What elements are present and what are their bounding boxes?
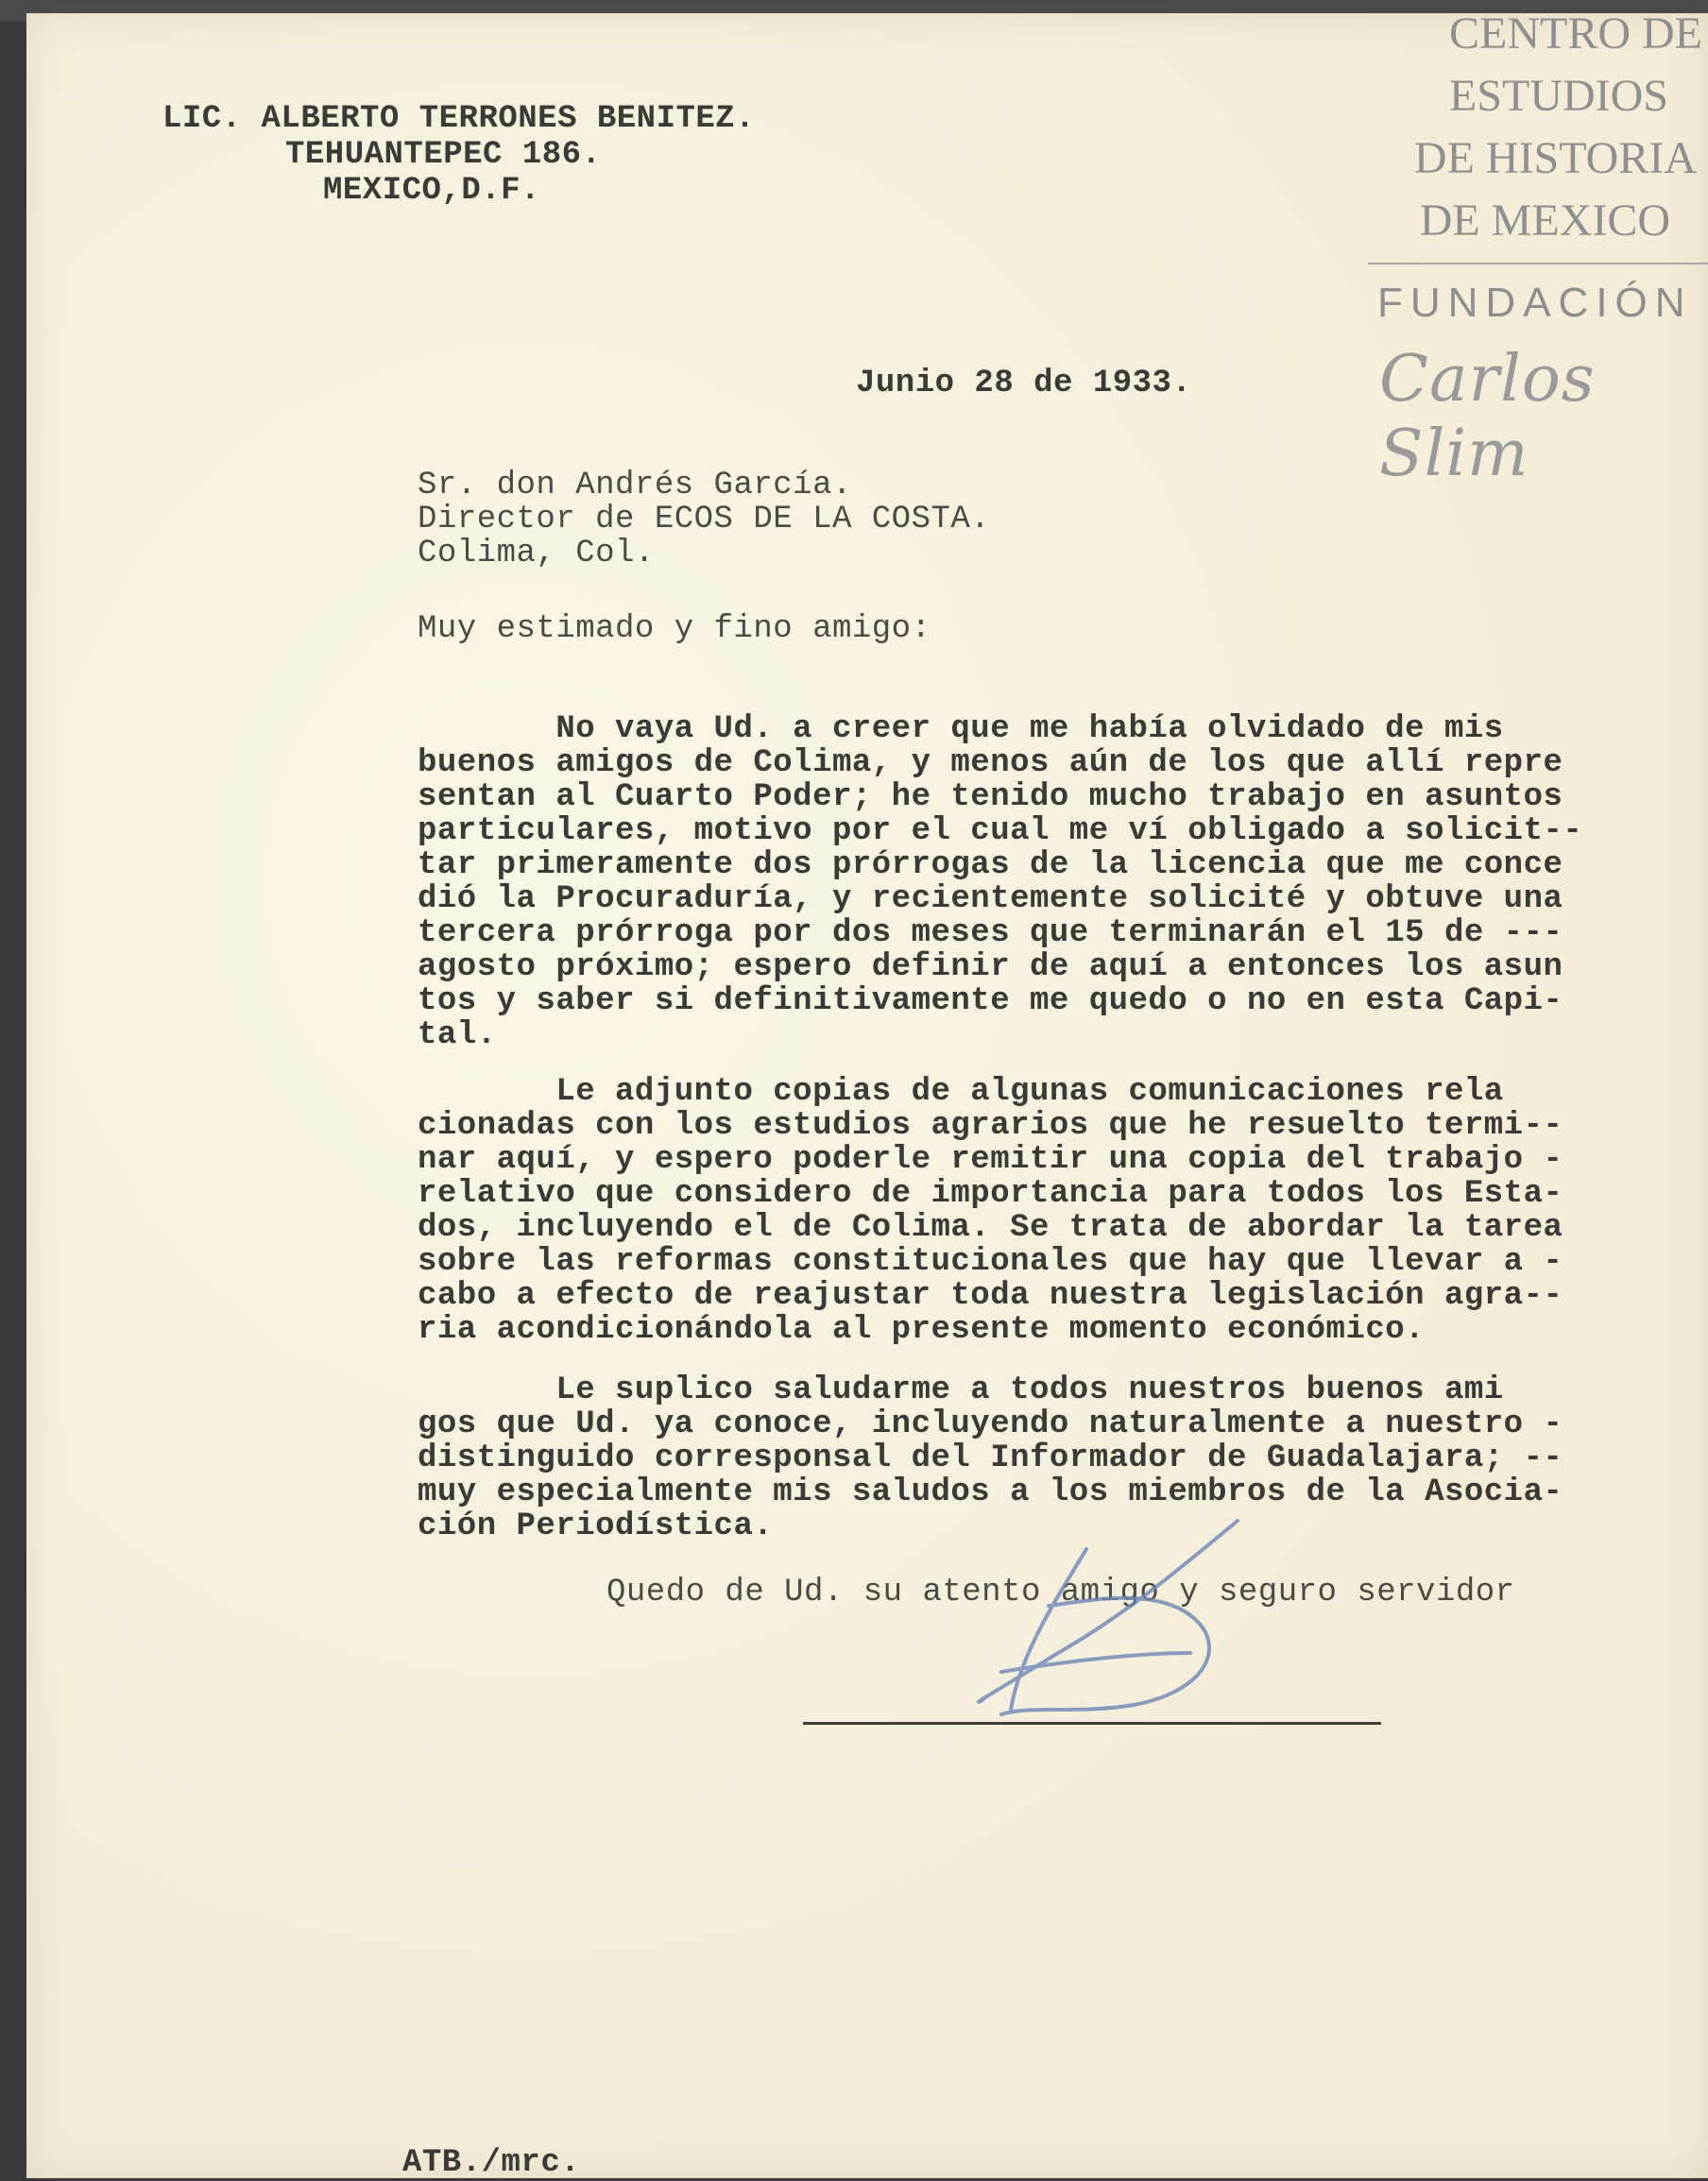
paragraph-line: dos, incluyendo el de Colima. Se trata de abordar la tarea [418,1210,1563,1246]
letter-date: Junio 28 de 1933. [856,366,1192,401]
paragraph-line: Le suplico saludarme a todos nuestros buenos ami [418,1372,1504,1408]
paragraph-line: tercera prórroga por dos meses que terminarán el 15 de --- [418,915,1563,951]
paragraph-line: tos y saber si definitivamente me quedo o no en esta Capi- [418,983,1563,1019]
typist-initials: ATB./mrc. [402,2145,581,2181]
paragraph-line: sentan al Cuarto Poder; he tenido mucho trabajo en asuntos [418,779,1563,815]
paragraph-2 [418,1075,1608,1351]
paragraph-line: Le adjunto copias de algunas comunicaciones rela [418,1074,1504,1110]
paragraph-1 [418,712,1608,1056]
paragraph-line: agosto próximo; espero definir de aquí a entonces los asun [418,949,1563,985]
paragraph-line: tal. [418,1017,497,1053]
paragraph-line: ción Periodística. [418,1508,774,1544]
letterhead-street: TEHUANTEPEC 186. [285,137,602,173]
closing: Quedo de Ud. su atento amigo y seguro servidor [606,1575,1515,1610]
salutation: Muy estimado y fino amigo: [418,611,931,647]
stamp-line-3: DE HISTORIA [1413,133,1697,183]
paragraph-line: ria acondicionándola al presente momento económico. [418,1312,1426,1348]
stamp-divider [1368,263,1708,264]
stamp-line-4: DE MEXICO [1419,196,1670,246]
letterhead-city: MEXICO,D.F. [323,173,540,209]
handwritten-signature [945,1511,1266,1738]
paragraph-line: nar aquí, y espero poderle remitir una copia del trabajo - [418,1142,1563,1178]
paragraph-line: cionadas con los estudios agrarios que he resuelto termi-- [418,1108,1563,1144]
stamp-fundacion: FUNDACIÓN [1377,280,1693,326]
recipient-line-3: Colima, Col. [418,536,655,571]
paragraph-line: particulares, motivo por el cual me ví obligado a solicit-- [418,813,1583,849]
recipient-line-2: Director de ECOS DE LA COSTA. [418,502,991,537]
recipient-line-1: Sr. don Andrés García. [418,468,852,503]
letterhead-name: LIC. ALBERTO TERRONES BENITEZ. [162,101,756,137]
archive-stamp [1360,0,1702,274]
stamp-line-1: CENTRO DE [1449,9,1702,59]
signature-line [803,1722,1381,1725]
paragraph-line: muy especialmente mis saludos a los miembros de la Asocia- [418,1474,1563,1510]
paragraph-line: distinguido corresponsal del Informador de Guadalajara; -- [418,1440,1563,1476]
letter-page [26,13,1708,2181]
paragraph-line: relativo que considero de importancia para todos los Esta- [418,1176,1563,1212]
stamp-signature: Carlos Slim [1379,342,1596,491]
stamp-line-2: ESTUDIOS [1448,71,1668,121]
paragraph-line: dió la Procuraduría, y recientemente solicité y obtuve una [418,881,1563,917]
paragraph-line: tar primeramente dos prórrogas de la licencia que me conce [418,847,1563,883]
paragraph-line: No vaya Ud. a creer que me había olvidado de mis [418,711,1504,747]
paragraph-line: cabo a efecto de reajustar toda nuestra legislación agra-- [418,1278,1563,1314]
paragraph-line: buenos amigos de Colima, y menos aún de los que allí repre [418,745,1563,781]
paragraph-line: gos que Ud. ya conoce, incluyendo naturalmente a nuestro - [418,1406,1563,1442]
paragraph-line: sobre las reformas constitucionales que hay que llevar a - [418,1244,1563,1280]
